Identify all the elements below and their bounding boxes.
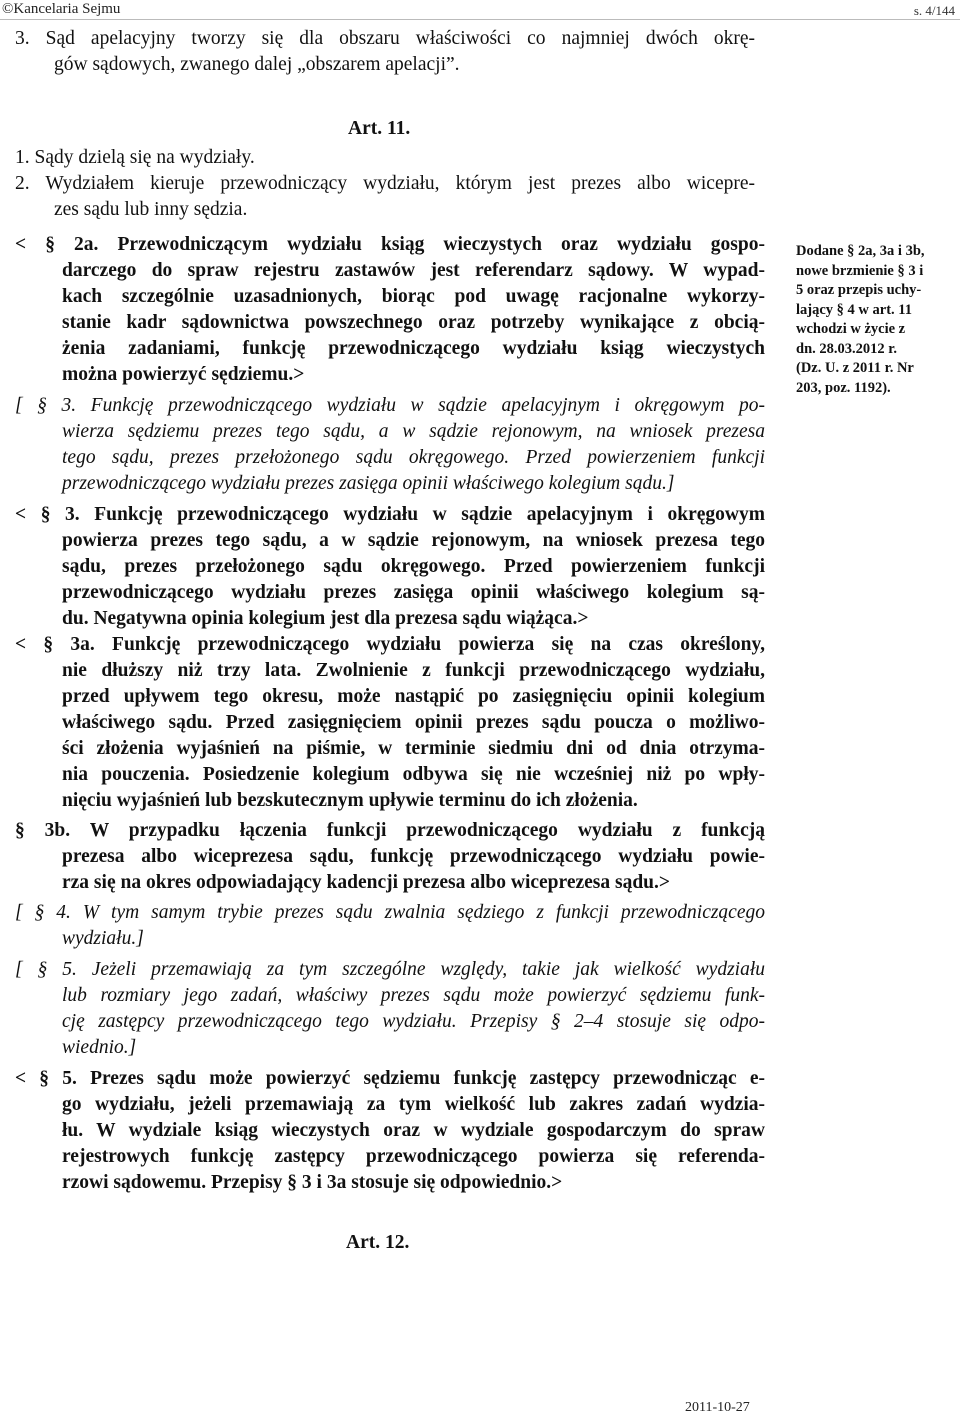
text-line: sądu, prezes przełożonego sądu okręgowego. Przed powierzeniem funkcji <box>62 556 765 577</box>
text-line: cję zastępcy przewodniczącego tego wydziału. Przepisy § 2–4 stosuje się odpo- <box>62 1011 765 1032</box>
text-line: zes sądu lub inny sędzia. <box>54 199 248 220</box>
text-line: nia pouczenia. Posiedzenie kolegium odbywa się nie wcześniej niż po wpły- <box>62 764 765 785</box>
text-line: kach szczególnie uzasadnionych, biorąc pod uwagę racjonalne wykorzy- <box>62 286 765 307</box>
footer-date: 2011-10-27 <box>685 1400 750 1415</box>
text-line: rza się na okres odpowiadający kadencji prezesa albo wiceprezesa sądu.> <box>62 872 671 893</box>
text-line: wierza sędziemu prezes tego sądu, a w sądzie rejonowym, na wniosek prezesa <box>62 421 765 442</box>
text-line: § 3b. W przypadku łączenia funkcji przewodniczącego wydziału z funkcją <box>15 820 765 841</box>
text-line: 2. Wydziałem kieruje przewodniczący wydziału, którym jest prezes albo wicepre- <box>15 173 755 194</box>
side-note-line: Dodane § 2a, 3a i 3b, <box>796 243 925 259</box>
text-line: rzowi sądowemu. Przepisy § 3 i 3a stosuje się odpowiednio.> <box>62 1172 563 1193</box>
text-line: prezesa albo wiceprezesa sądu, funkcję przewodniczącego wydziału powie- <box>62 846 765 867</box>
text-line: nięciu wyjaśnień lub bezskutecznym upływie terminu do ich złożenia. <box>62 790 638 811</box>
text-line: < § 3. Funkcję przewodniczącego wydziału w sądzie apelacyjnym i okręgowym <box>15 504 765 525</box>
side-note-line: nowe brzmienie § 3 i <box>796 262 924 279</box>
side-note-line: lający § 4 w art. 11 <box>796 301 912 318</box>
text-line: gów sądowych, zwanego dalej „obszarem apelacji”. <box>54 54 460 75</box>
text-line: wiednio.] <box>62 1037 137 1058</box>
text-line: przewodniczącego wydziału prezes zasięga opinii właściwego kolegium sądu.] <box>62 473 675 494</box>
page-header <box>0 0 960 20</box>
text-line: rejestrowych funkcję zastępcy przewodniczącego powierza się referenda- <box>62 1146 765 1167</box>
text-line: < § 5. Prezes sądu może powierzyć sędziemu funkcję zastępcy przewodnicząc e- <box>15 1068 765 1089</box>
text-line: lub rozmiary jego zadań, właściwy prezes sądu może powierzyć sędziemu funk- <box>62 985 765 1006</box>
side-note-line: 203, poz. 1192). <box>796 379 891 396</box>
text-line: [ § 4. W tym samym trybie prezes sądu zwalnia sędziego z funkcji przewodniczącego <box>15 902 765 923</box>
side-note-line: wchodzi w życie z <box>796 321 906 337</box>
text-line: przewodniczącego wydziału prezes zasięga opinii właściwego kolegium są- <box>62 582 765 603</box>
text-line: [ § 3. Funkcję przewodniczącego wydziału w sądzie apelacyjnym i okręgowym po- <box>15 395 765 416</box>
text-line: właściwego sądu. Przed zasięgnięciem opinii prezes sądu poucza o możliwo- <box>62 712 765 733</box>
side-note-line: (Dz. U. z 2011 r. Nr <box>796 360 914 376</box>
text-line: < § 3a. Funkcję przewodniczącego wydziału powierza się na czas określony, <box>15 634 765 655</box>
page-number: s. 4/144 <box>913 3 955 18</box>
text-line: nie dłuższy niż trzy lata. Zwolnienie z funkcji przewodniczącego wydziału, <box>62 660 765 681</box>
header-divider <box>0 19 960 20</box>
text-line: żenia zadaniami, funkcję przewodniczącego wydziału ksiąg wieczystych <box>62 338 765 359</box>
text-line: łu. W wydziale ksiąg wieczystych oraz w wydziale gospodarczym do spraw <box>62 1120 765 1141</box>
side-note-line: 5 oraz przepis uchy- <box>796 282 922 298</box>
text-line: 1. Sądy dzielą się na wydziały. <box>15 147 255 168</box>
text-line: wydziału.] <box>62 928 144 949</box>
text-line: [ § 5. Jeżeli przemawiają za tym szczególne względy, takie jak wielkość wydziału <box>15 959 765 980</box>
text-line: stanie kadr sądownictwa powszechnego oraz potrzeby wynikające z obcią- <box>62 312 765 333</box>
text-line: ści złożenia wyjaśnień na piśmie, w terminie siedmiu dni od dnia otrzyma- <box>62 738 765 759</box>
text-line: można powierzyć sędziemu.> <box>62 364 305 385</box>
text-line: < § 2a. Przewodniczącym wydziału ksiąg wieczystych oraz wydziału gospo- <box>15 234 765 255</box>
text-line: tego sądu, prezes przełożonego sądu okręgowego. Przed powierzeniem funkcji <box>62 447 765 468</box>
article-12-heading: Art. 12. <box>346 1232 410 1253</box>
text-line: powierza prezes tego sądu, a w sądzie rejonowym, na wniosek prezesa tego <box>62 530 765 551</box>
text-line: du. Negatywna opinia kolegium jest dla prezesa sądu wiążąca.> <box>62 608 589 629</box>
article-11-heading: Art. 11. <box>348 118 411 139</box>
text-line: darczego do spraw rejestru zastawów jest referendarz sądowy. W wypad- <box>62 260 765 281</box>
text-line: przed upływem tego okresu, może nastąpić po zasięgnięciu opinii kolegium <box>62 686 765 707</box>
header-source: ©Kancelaria Sejmu <box>2 1 121 17</box>
text-line: go wydziału, jeżeli przemawiają za tym wielkość lub zakres zadań wydzia- <box>62 1094 765 1115</box>
side-note-line: dn. 28.03.2012 r. <box>796 340 897 357</box>
text-line: 3. Sąd apelacyjny tworzy się dla obszaru właściwości co najmniej dwóch okrę- <box>15 28 755 49</box>
